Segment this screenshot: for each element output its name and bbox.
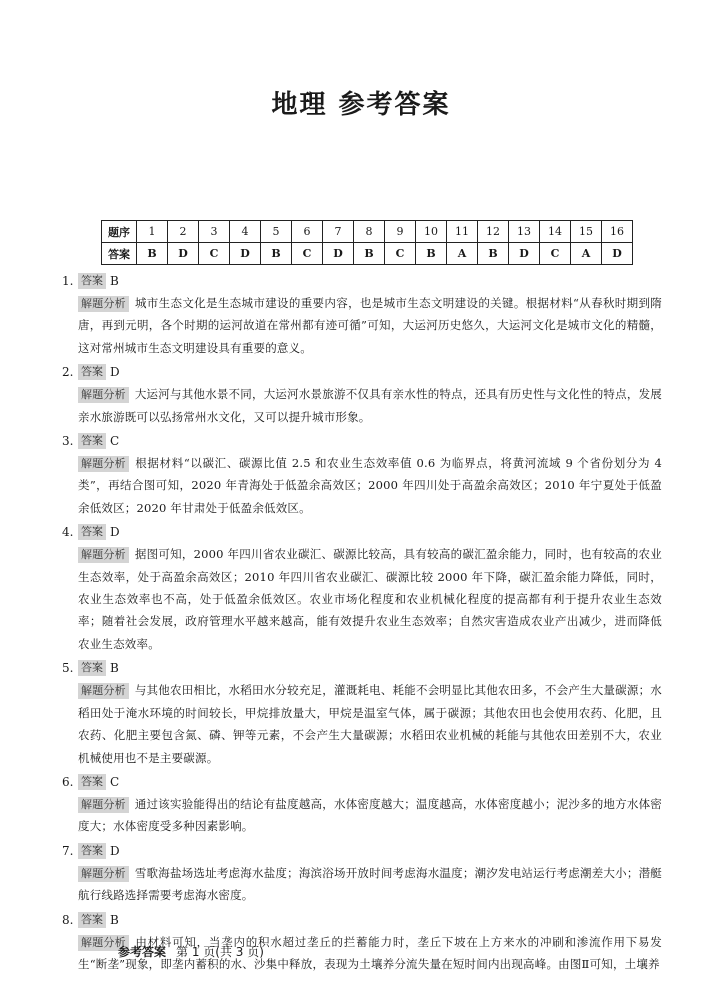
question-item [62,521,662,655]
analysis-text: 由材料可知，当垄内的积水超过垄丘的拦蓄能力时，垄丘下坡在上方来水的冲刷和渗流作用下易发生“断垄”现象，即垄内蓄积的水、沙集中释放，表现为土壤养分流失量在短时间内出现高峰。由图Ⅱ可知，土壤养 [78,934,662,971]
question-item [62,840,662,907]
answer-tag: 答案 [78,660,106,676]
question-item [62,430,662,519]
page-footer [118,943,264,960]
question-item [62,771,662,838]
answer-cell: D [509,243,540,265]
answer-letter: D [110,365,120,380]
answer-tag: 答案 [78,433,106,449]
answer-letter: B [110,274,119,288]
answer-letter: D [110,525,120,540]
question-number: 4 [230,221,261,243]
question-number: 7. [62,843,74,858]
footer-label: 参考答案 [118,945,167,959]
answer-cell: C [540,243,571,265]
answer-cell: A [447,243,478,265]
question-number: 11 [447,221,478,243]
question-number: 7 [323,221,354,243]
question-list [62,270,662,977]
analysis-text: 与其他农田相比，水稻田水分较充足，灌溉耗电、耗能不会明显比其他农田多，不会产生大量碳源；水稻田处于淹水环境的时间较长，甲烷排放量大，甲烷是温室气体，属于碳源；其他农田也会使用农药、化肥，且农药、化肥主要包含氮、磷、钾等元素，不会产生大量碳源；水稻田农业机械的耗能与其他农田差别不大，农业机械使用也不是主要碳源。 [78,683,662,765]
question-number: 4. [62,525,74,540]
question-number-row [102,221,633,243]
answer-cell: C [385,243,416,265]
answer-tag: 答案 [78,774,106,790]
analysis-tag: 解题分析 [78,683,129,699]
question-number: 5. [62,661,74,676]
analysis-text: 通过该实验能得出的结论有盐度越高，水体密度越大；温度越高，水体密度越小；泥沙多的地方水体密度大；水体密度受多种因素影响。 [78,796,662,834]
answer-letter: B [110,912,119,927]
question-number: 1 [137,221,168,243]
answer-cell: B [416,243,447,265]
answer-letter: C [110,434,120,449]
answer-cell: D [168,243,199,265]
question-number: 8. [62,912,74,927]
question-number: 8 [354,221,385,243]
answer-cell: B [261,243,292,265]
analysis-paragraph [78,543,662,655]
question-item [62,909,662,976]
analysis-paragraph [78,679,662,769]
question-number: 14 [540,221,571,243]
answer-cell: C [199,243,230,265]
answer-letter: C [110,774,120,789]
question-number: 6. [62,774,74,789]
question-number: 1. [62,274,74,288]
question-number: 9 [385,221,416,243]
answer-letter: D [110,843,120,858]
analysis-paragraph [78,292,662,359]
analysis-tag: 解题分析 [78,387,129,403]
analysis-tag: 解题分析 [78,935,129,951]
question-number: 3. [62,434,74,449]
question-number: 12 [478,221,509,243]
question-number: 16 [602,221,633,243]
question-number: 10 [416,221,447,243]
answer-cell: B [354,243,385,265]
answer-tag: 答案 [78,273,106,289]
analysis-paragraph [78,452,662,519]
answer-header: 答案 [102,243,137,265]
answer-tag: 答案 [78,364,106,380]
analysis-tag: 解题分析 [78,797,129,813]
analysis-tag: 解题分析 [78,547,129,563]
analysis-text: 雪歌海盐场选址考虑海水盐度；海滨浴场开放时间考虑海水温度；潮汐发电站运行考虑潮差大小；潜艇航行线路选择需要考虑海水密度。 [78,865,662,903]
question-number-header: 题序 [102,221,137,243]
answer-cell: D [323,243,354,265]
answer-tag: 答案 [78,524,106,540]
analysis-text: 根据材料“以碳汇、碳源比值 2.5 和农业生态效率值 0.6 为临界点，将黄河流域 9 个省份划分为 4 类”，再结合图可知，2020 年青海处于低盈余高效区；2000 年四川处于高盈余高效区；2010 年宁夏处于低盈余低效区；2020 年甘肃处于低盈余低效区。 [78,456,662,515]
question-number: 3 [199,221,230,243]
question-item [62,270,662,359]
question-item [62,361,662,428]
answer-cell: D [602,243,633,265]
answer-row [102,243,633,265]
analysis-paragraph [78,793,662,838]
question-number: 2 [168,221,199,243]
answer-cell: A [571,243,602,265]
analysis-text: 大运河与其他水景不同，大运河水景旅游不仅具有亲水性的特点，还具有历史性与文化性的特点，发展亲水旅游既可以弘扬常州水文化，又可以提升城市形象。 [78,387,662,424]
question-number: 13 [509,221,540,243]
question-number: 6 [292,221,323,243]
answer-cell: C [292,243,323,265]
analysis-tag: 解题分析 [78,866,129,882]
page-title: 地理 参考答案 [271,90,451,120]
question-number: 15 [571,221,602,243]
question-item [62,657,662,769]
answer-tag: 答案 [78,843,106,859]
question-number: 5 [261,221,292,243]
answer-key-table [101,220,633,265]
answer-cell: B [137,243,168,265]
answer-tag: 答案 [78,912,106,928]
analysis-paragraph [78,383,662,428]
answer-cell: D [230,243,261,265]
answer-cell: B [478,243,509,265]
analysis-tag: 解题分析 [78,456,129,472]
analysis-text: 城市生态文化是生态城市建设的重要内容，也是城市生态文明建设的关键。根据材料“从春秋时期到隋唐，再到元明，各个时期的运河故道在常州都有迹可循”可知，大运河历史悠久，大运河文化是城市文化的精髓，这对常州城市生态文明建设具有重要的意义。 [78,296,662,355]
question-number: 2. [62,365,74,380]
answer-letter: B [110,661,119,676]
page-number: 第 1 页(共 3 页) [176,945,264,959]
analysis-text: 据图可知，2000 年四川省农业碳汇、碳源比较高，具有较高的碳汇盈余能力，同时，也有较高的农业生态效率，处于高盈余高效区；2010 年四川省农业碳汇、碳源比较 2000 年下降，碳汇盈余能力降低，同时，农业生态效率也不高，处于低盈余低效区。农业市场化程度和农业机械化程度的提高都有利于提升农业生态效率；随着社会发展，政府管理水平越来越高，能有效提升农业生态效率；自然灾害造成农业产出减少，进而降低农业生态效率。 [78,547,662,651]
analysis-tag: 解题分析 [78,296,129,312]
analysis-paragraph [78,862,662,907]
